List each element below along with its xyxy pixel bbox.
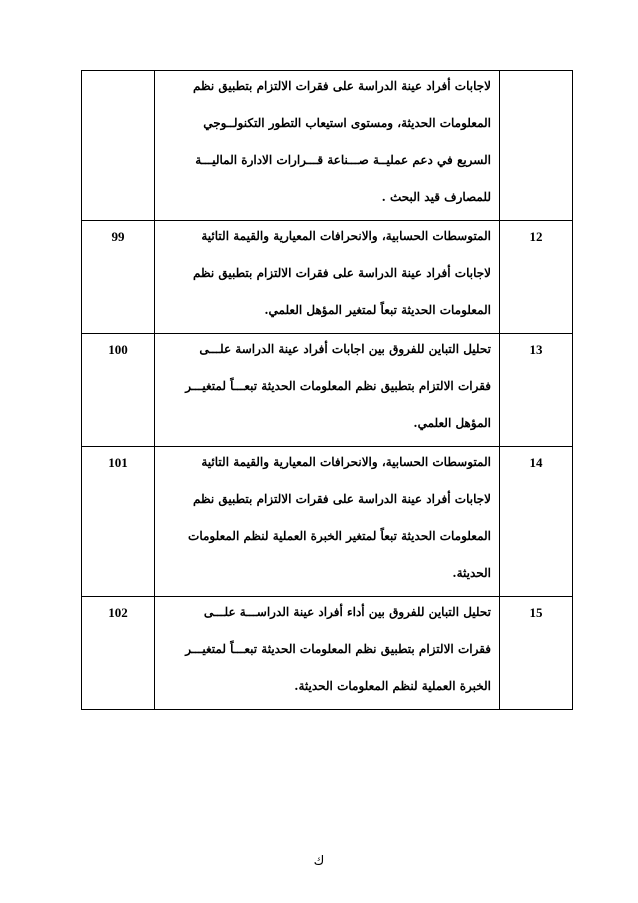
row-title (155, 221, 500, 334)
table-row (82, 447, 573, 597)
row-title (155, 597, 500, 710)
table-row (82, 71, 573, 221)
table-row (82, 334, 573, 447)
row-page: 101 (82, 447, 155, 597)
title-line: لاجابات أفراد عينة الدراسة على فقرات الالتزام بتطبيق نظم (192, 266, 491, 280)
title-line: تحليل التباين للفروق بين أداء أفراد عينة الدراســـة علـــى (203, 605, 491, 619)
title-line: المتوسطات الحسابية، والانحرافات المعيارية والقيمة التائية (201, 229, 491, 243)
title-line: المعلومات الحديثة تبعاً لمتغير الخبرة العملية لنظم المعلومات (188, 529, 491, 543)
table-row (82, 597, 573, 710)
title-line: الحديثة. (452, 566, 491, 580)
row-title (155, 71, 500, 221)
title-line: للمصارف قيد البحث . (381, 190, 491, 204)
row-title (155, 447, 500, 597)
title-line: فقرات الالتزام بتطبيق نظم المعلومات الحديثة تبعـــاً لمتغيـــر (185, 379, 491, 393)
row-number: 12 (500, 221, 573, 334)
title-line: لاجابات أفراد عينة الدراسة على فقرات الالتزام بتطبيق نظم (192, 492, 491, 506)
title-line: المؤهل العلمي. (413, 416, 491, 430)
title-line: السريع في دعم عمليــة صـــناعة قـــرارات الادارة الماليـــة (195, 153, 491, 167)
title-line: المتوسطات الحسابية، والانحرافات المعيارية والقيمة التائية (201, 455, 491, 469)
table-row (82, 221, 573, 334)
title-line: الخبرة العملية لنظم المعلومات الحديثة. (294, 679, 491, 693)
title-line: فقرات الالتزام بتطبيق نظم المعلومات الحديثة تبعـــاً لمتغيـــر (185, 642, 491, 656)
title-line: المعلومات الحديثة تبعاً لمتغير المؤهل العلمي. (264, 303, 491, 317)
row-page: 99 (82, 221, 155, 334)
title-line: تحليل التباين للفروق بين اجابات أفراد عينة الدراسة علـــى (199, 342, 491, 356)
title-line: المعلومات الحديثة، ومستوى استيعاب التطور التكنولــوجي (203, 116, 491, 130)
row-number: 14 (500, 447, 573, 597)
row-number: 13 (500, 334, 573, 447)
table-of-contents (81, 70, 573, 710)
row-page (82, 71, 155, 221)
row-number: 15 (500, 597, 573, 710)
row-number (500, 71, 573, 221)
row-title (155, 334, 500, 447)
page-footer-letter: ك (313, 854, 325, 869)
toc-body (82, 71, 573, 710)
title-line: لاجابات أفراد عينة الدراسة على فقرات الالتزام بتطبيق نظم (192, 79, 491, 93)
row-page: 102 (82, 597, 155, 710)
row-page: 100 (82, 334, 155, 447)
